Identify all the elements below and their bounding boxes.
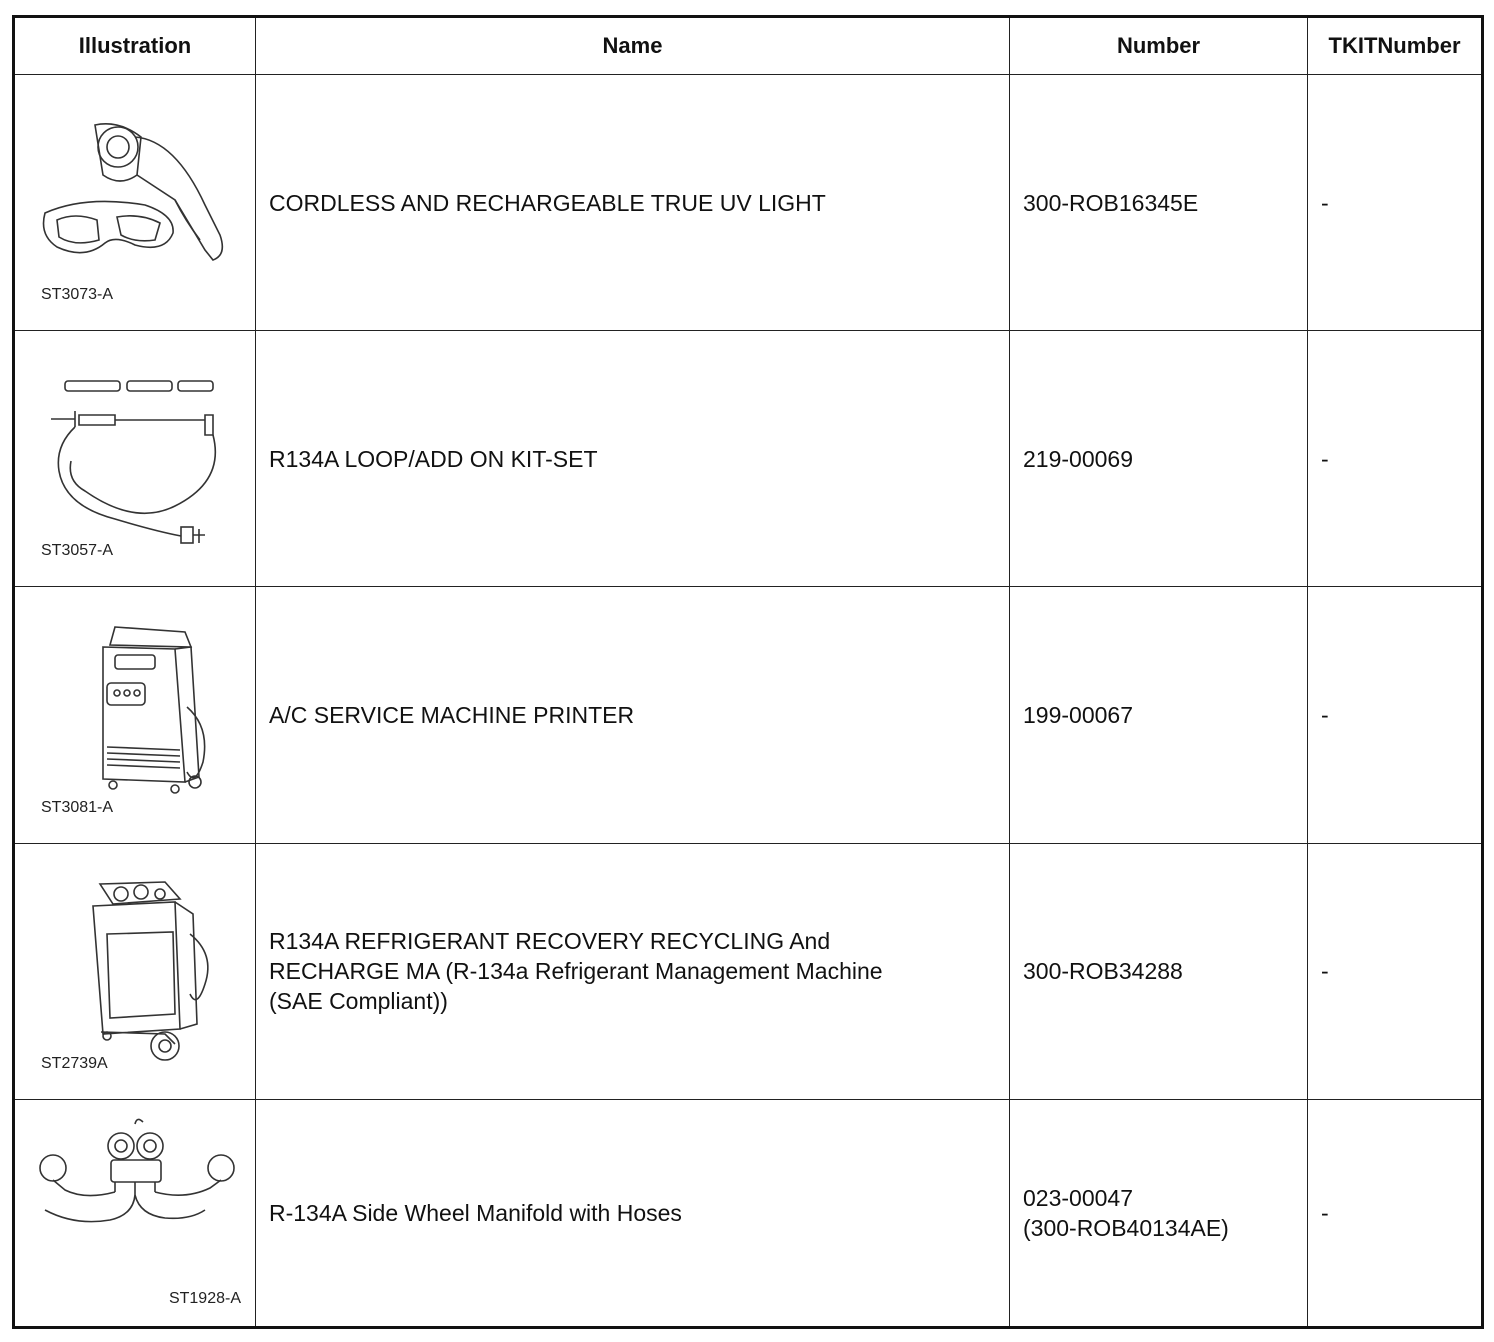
illustration-cell (14, 331, 256, 587)
illustration-code: ST3073-A (41, 286, 114, 304)
tkit-number: - (1308, 75, 1483, 331)
tool-number (1010, 1099, 1308, 1327)
tool-number: 300-ROB34288 (1010, 843, 1308, 1099)
table-row (14, 75, 1483, 331)
table-row (14, 1099, 1483, 1327)
tool-name (256, 843, 1010, 1099)
tkit-number: - (1308, 843, 1483, 1099)
illustration-cell (14, 1099, 256, 1327)
header-illustration: Illustration (14, 17, 256, 75)
illustration-code: ST2739A (41, 1054, 108, 1072)
illustration-cell (14, 75, 256, 331)
tool-name: CORDLESS AND RECHARGEABLE TRUE UV LIGHT (256, 75, 1010, 331)
header-row (14, 17, 1483, 75)
table-row (14, 587, 1483, 843)
illustration-code: ST3057-A (41, 542, 114, 560)
tool-number: 300-ROB16345E (1010, 75, 1308, 331)
tool-name: R134A LOOP/ADD ON KIT-SET (256, 331, 1010, 587)
header-number: Number (1010, 17, 1308, 75)
tool-number: 219-00069 (1010, 331, 1308, 587)
illustration-code: ST3081-A (41, 798, 114, 816)
table-row (14, 331, 1483, 587)
tool-table (12, 15, 1484, 1329)
tool-name: R-134A Side Wheel Manifold with Hoses (256, 1099, 1010, 1327)
illustration-cell (14, 587, 256, 843)
tool-name: A/C SERVICE MACHINE PRINTER (256, 587, 1010, 843)
illustration-code: ST1928-A (168, 1290, 241, 1307)
tkit-number: - (1308, 331, 1483, 587)
tkit-number: - (1308, 1099, 1483, 1327)
tool-name-line: R134A REFRIGERANT RECOVERY RECYCLING And (269, 928, 831, 955)
header-tkit-number: TKITNumber (1308, 17, 1483, 75)
tool-name-line: RECHARGE MA (R-134a Refrigerant Management Machine (269, 958, 883, 985)
illustration-cell (14, 843, 256, 1099)
tool-number: 199-00067 (1010, 587, 1308, 843)
table-row (14, 843, 1483, 1099)
tool-number-line: 023-00047 (1023, 1184, 1133, 1211)
tool-name-line: (SAE Compliant)) (269, 988, 448, 1015)
tool-number-line: (300-ROB40134AE) (1023, 1214, 1229, 1241)
header-name: Name (256, 17, 1010, 75)
tkit-number: - (1308, 587, 1483, 843)
